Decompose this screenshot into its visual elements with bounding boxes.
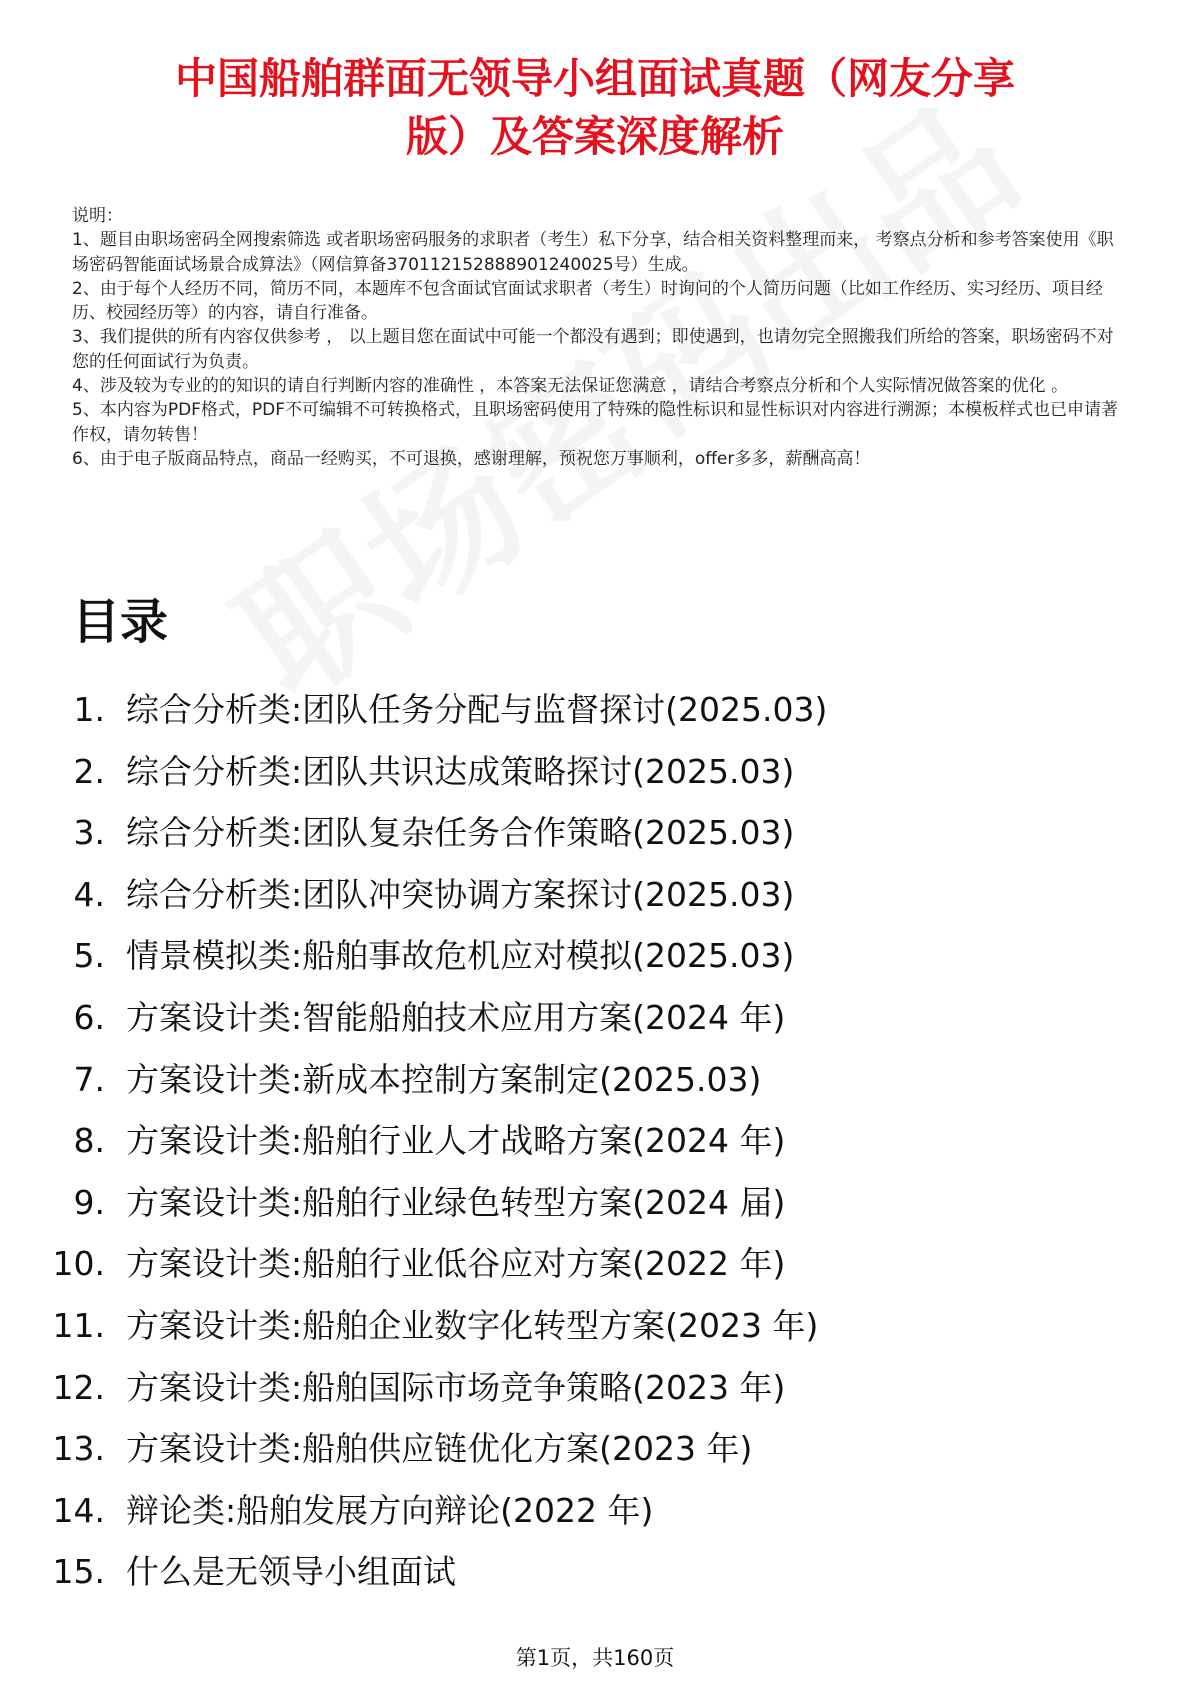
toc-heading: 目录 — [72, 594, 169, 650]
table-of-contents — [0, 686, 1190, 1610]
toc-item[interactable] — [0, 994, 1190, 1056]
toc-text: 方案设计类:船舶供应链优化方案(2023 年) — [126, 1429, 753, 1469]
toc-text: 方案设计类:船舶企业数字化转型方案(2023 年) — [126, 1305, 819, 1345]
toc-number: 4. — [73, 874, 105, 914]
page-footer: 第1页，共160页 — [515, 1646, 675, 1670]
title-line-2: 版）及答案深度解析 — [405, 112, 784, 161]
toc-text: 方案设计类:智能船舶技术应用方案(2024 年) — [126, 997, 786, 1037]
toc-text: 综合分析类:团队任务分配与监督探讨(2025.03) — [126, 690, 828, 729]
note-item-5: 5、本内容为PDF格式，PDF不可编辑不可转换格式，且职场密码使用了特殊的隐性标识和显性标识对内容进行溯源；本模板样式也已申请著作权，请勿转售！ — [72, 400, 1119, 445]
toc-text: 辩论类:船舶发展方向辩论(2022 年) — [126, 1490, 654, 1530]
toc-item[interactable] — [0, 809, 1190, 871]
note-item-3: 3、我们提供的所有内容仅供参考 ， 以上题目您在面试中可能一个都没有遇到；即使遇到，也请勿完全照搬我们所给的答案，职场密码不对您的任何面试行为负责。 — [72, 327, 1114, 372]
notes-heading: 说明： — [72, 206, 123, 226]
toc-item[interactable] — [0, 1302, 1190, 1364]
toc-text: 方案设计类:船舶行业低谷应对方案(2022 年) — [126, 1244, 786, 1284]
toc-number: 15. — [52, 1552, 105, 1592]
toc-number: 8. — [73, 1121, 105, 1161]
toc-item[interactable] — [0, 1364, 1190, 1426]
toc-item[interactable] — [0, 686, 1190, 748]
toc-number: 1. — [73, 690, 105, 729]
toc-item[interactable] — [0, 1487, 1190, 1549]
note-item-6: 6、由于电子版商品特点，商品一经购买，不可退换，感谢理解，预祝您万事顺利，offer多多，薪酬高高！ — [72, 448, 871, 469]
toc-number: 3. — [73, 813, 105, 853]
toc-number: 7. — [73, 1059, 105, 1099]
toc-text: 综合分析类:团队冲突协调方案探讨(2025.03) — [126, 874, 795, 914]
toc-text: 方案设计类:船舶行业绿色转型方案(2024 届) — [126, 1182, 786, 1222]
toc-text: 方案设计类:船舶行业人才战略方案(2024 年) — [126, 1121, 786, 1161]
toc-text: 情景模拟类:船舶事故危机应对模拟(2025.03) — [126, 936, 795, 976]
toc-text: 综合分析类:团队共识达成策略探讨(2025.03) — [126, 751, 795, 791]
toc-item[interactable] — [0, 1548, 1190, 1610]
toc-number: 6. — [73, 997, 105, 1037]
title-line-1: 中国船舶群面无领导小组面试真题（网友分享 — [174, 54, 1015, 103]
notes-section — [72, 204, 1122, 471]
toc-text: 方案设计类:船舶国际市场竞争策略(2023 年) — [126, 1367, 786, 1407]
toc-item[interactable] — [0, 748, 1190, 810]
toc-item[interactable] — [0, 1117, 1190, 1179]
toc-text: 综合分析类:团队复杂任务合作策略(2025.03) — [126, 813, 795, 853]
toc-number: 12. — [52, 1367, 105, 1407]
toc-item[interactable] — [0, 1056, 1190, 1118]
toc-item[interactable] — [0, 932, 1190, 994]
toc-item[interactable] — [0, 1425, 1190, 1487]
toc-number: 11. — [52, 1305, 105, 1345]
toc-text: 什么是无领导小组面试 — [126, 1552, 456, 1592]
note-item-1: 1、题目由职场密码全网搜索筛选 或者职场密码服务的求职者（考生）私下分享，结合相关资料整理而来， 考察点分析和参考答案使用《职场密码智能面试场景合成算法》（网信算备370112152888901240025号）生成。 — [72, 230, 1114, 275]
toc-number: 5. — [73, 936, 105, 976]
toc-number: 14. — [52, 1490, 105, 1530]
toc-item[interactable] — [0, 871, 1190, 933]
toc-number: 2. — [73, 751, 105, 791]
toc-number: 9. — [73, 1182, 105, 1222]
toc-number: 13. — [52, 1429, 105, 1469]
toc-text: 方案设计类:新成本控制方案制定(2025.03) — [126, 1059, 762, 1099]
toc-item[interactable] — [0, 1240, 1190, 1302]
note-item-2: 2、由于每个人经历不同，简历不同，本题库不包含面试官面试求职者（考生）时询问的个人简历问题（比如工作经历、实习经历、项目经历、校园经历等）的内容，请自行准备。 — [72, 278, 1103, 324]
toc-number: 10. — [52, 1244, 105, 1284]
toc-item[interactable] — [0, 1179, 1190, 1241]
note-item-4: 4、涉及较为专业的的知识的请自行判断内容的准确性 ，本答案无法保证您满意 ，请结合考察点分析和个人实际情况做答案的优化 。 — [72, 376, 1069, 397]
document-title — [60, 50, 1130, 166]
